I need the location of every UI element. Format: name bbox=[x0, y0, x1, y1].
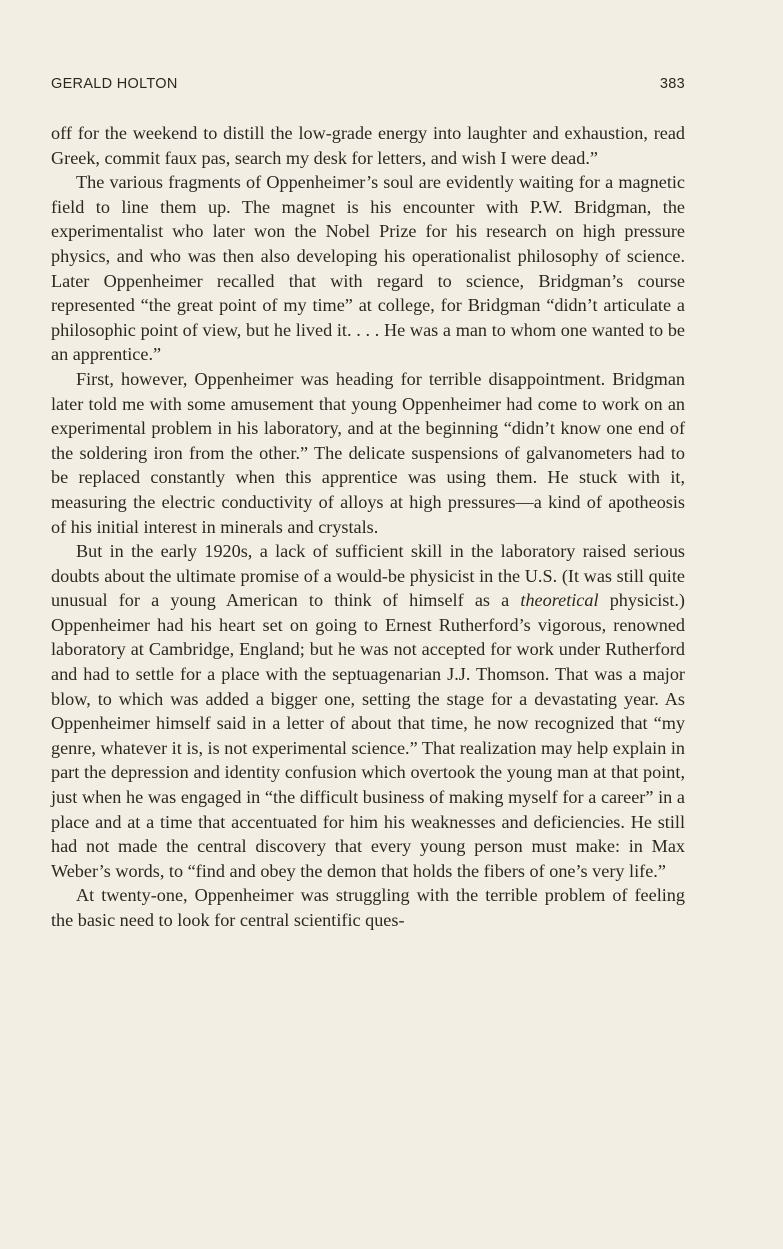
running-head-author: GERALD HOLTON bbox=[51, 76, 178, 92]
paragraph-2: The various fragments of Oppenheimer’s soul are evidently waiting for a magnetic field to line them up. The magnet is his encounter with P.W. Bridgman, the experimentalist who later won the Nobel Prize for his research on high pressure physics, and who was then also developing his operationalist philosophy of science. Later Oppenheimer recalled that with regard to science, Bridgman’s course represented “the great point of my time” at college, for Bridgman “didn’t articulate a philosophic point of view, but he lived it. . . . He was a man to whom one wanted to be an apprentice.” bbox=[51, 172, 685, 365]
body-text bbox=[51, 121, 685, 933]
paragraph-5: At twenty-one, Oppenheimer was struggling with the terrible problem of feeling the basic need to look for central scientific ques- bbox=[51, 885, 685, 930]
paragraph-3: First, however, Oppenheimer was heading for terrible disappointment. Bridgman later told me with some amusement that young Oppenheimer had come to work on an experimental problem in his laboratory, and at the beginning “didn’t know one end of the soldering iron from the other.” The delicate suspensions of galvanometers had to be replaced constantly when this apprentice was using them. He stuck with it, measuring the electric conductivity of alloys at high pressures—a kind of apotheosis of his initial interest in minerals and crystals. bbox=[51, 368, 685, 537]
paragraph-4 bbox=[51, 539, 685, 883]
paragraph-4-before: But in the early 1920s, a lack of sufficient skill in the laboratory raised serious doubts about the ultimate promise of a would-be physicist in the U.S. (It was still quite unusual for a young American to think of himself as a bbox=[51, 541, 685, 611]
paragraph-1: off for the weekend to distill the low-grade energy into laughter and exhaustion, read Greek, commit faux pas, search my desk for letters, and wish I were dead.” bbox=[51, 123, 685, 168]
running-head bbox=[51, 74, 685, 94]
paragraph-4-italic: theoretical bbox=[520, 590, 599, 611]
paragraph-4-after: physicist.) Oppenheimer had his heart set on going to Ernest Rutherford’s vigorous, renowned laboratory at Cambridge, England; but he was not accepted for work under Rutherford and had to settle for a place with the septuagenarian J.J. Thomson. That was a major blow, to which was added a bigger one, setting the stage for a devastating year. As Oppenheimer himself said in a letter of about that time, he now recognized that “my genre, whatever it is, is not experimental science.” That realization may help explain in part the depression and identity confusion which overtook the young man at that point, just when he was engaged in “the difficult business of making myself for a career” in a place and at a time that accentuated for him his weaknesses and deficiencies. He still had not made the central discovery that every young person must make: in Max Weber’s words, to “find and obey the demon that holds the fibers of one’s very life.” bbox=[51, 590, 685, 881]
page-number: 383 bbox=[659, 76, 685, 92]
